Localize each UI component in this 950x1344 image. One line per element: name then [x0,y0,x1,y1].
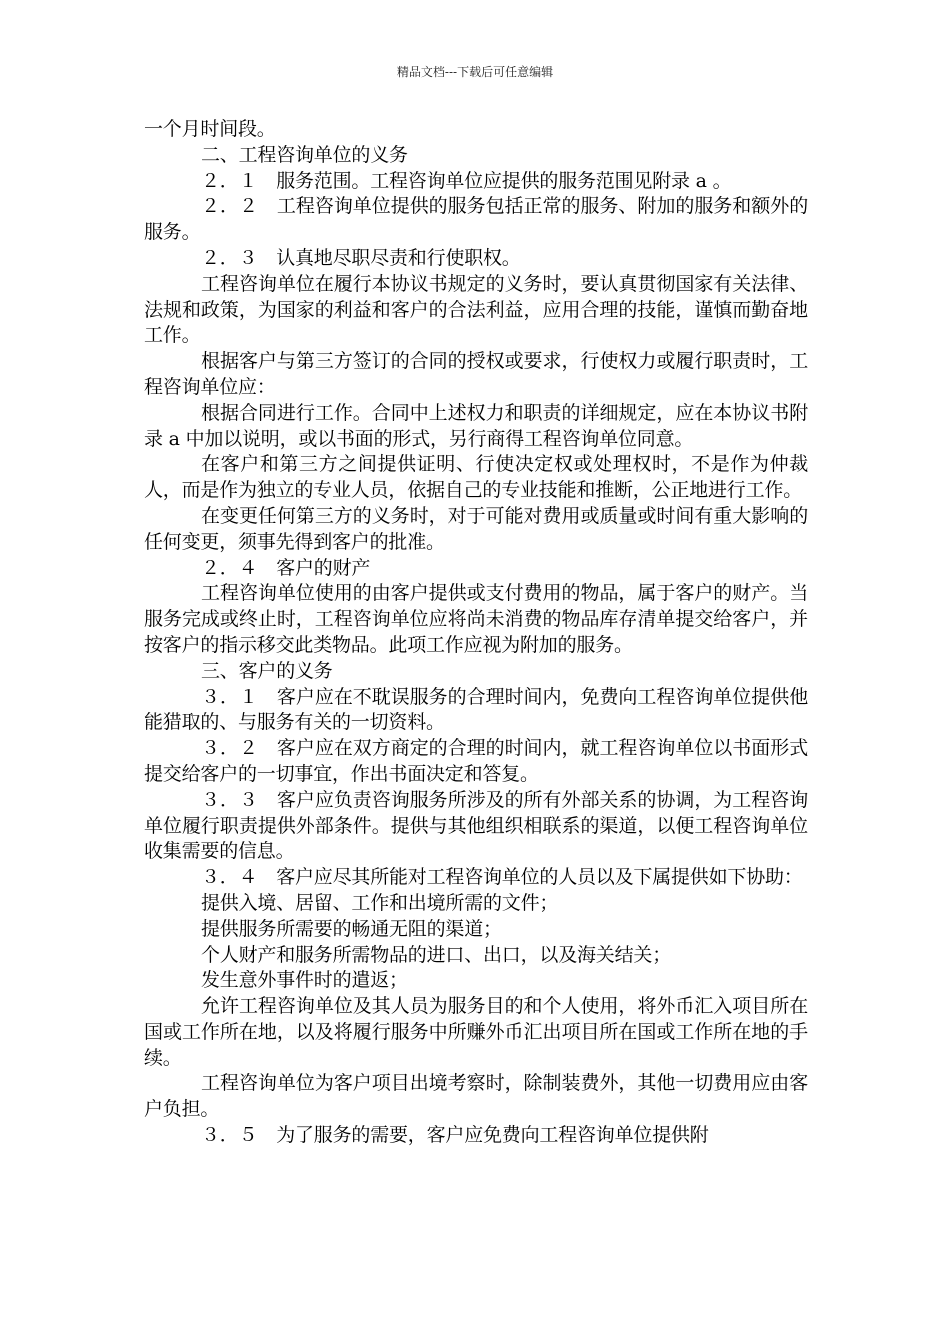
paragraph: ３．３ 客户应负责咨询服务所涉及的所有外部关系的协调，为工程咨询单位履行职责提供外部条件。提供与其他组织相联系的渠道，以便工程咨询单位收集需要的信息。 [144,788,808,863]
paragraph: 一个月时间段。 [144,118,276,140]
paragraph: 允许工程咨询单位及其人员为服务目的和个人使用，将外币汇入项目所在国或工作所在地，以及将履行服务中所赚外币汇出项目所在国或工作所在地的手续。 [144,995,808,1069]
paragraph: 在客户和第三方之间提供证明、行使决定权或处理权时，不是作为仲裁人，而是作为独立的专业人员，依据自己的专业技能和推断，公正地进行工作。 [144,453,808,502]
paragraph: ２．１ 服务范围。工程咨询单位应提供的服务范围见附录 a 。 [201,169,732,192]
paragraph: ３．２ 客户应在双方商定的合理的时间内，就工程咨询单位以书面形式提交给客户的一切事宜，作出书面决定和答复。 [144,737,808,785]
paragraph: ３．５ 为了服务的需要，客户应免费向工程咨询单位提供附 [201,1124,709,1147]
section-heading: 二、工程咨询单位的义务 [201,143,408,166]
list-item: 个人财产和服务所需物品的进口、出口，以及海关结关； [201,943,672,966]
section-heading: 三、客户的义务 [201,659,333,682]
paragraph: ２．４ 客户的财产 [201,556,371,579]
paragraph: 在变更任何第三方的义务时，对于可能对费用或质量或时间有重大影响的任何变更，须事先得到客户的批准。 [144,504,808,553]
paragraph: 工程咨询单位在履行本协议书规定的义务时，要认真贯彻国家有关法律、法规和政策，为国家的利益和客户的合法利益，应用合理的技能，谨慎而勤奋地工作。 [144,272,808,347]
paragraph: ２．２ 工程咨询单位提供的服务包括正常的服务、附加的服务和额外的服务。 [144,195,808,244]
document-body [144,117,808,1149]
paragraph: ３．１ 客户应在不耽误服务的合理时间内，免费向工程咨询单位提供他能猎取的、与服务有关的一切资料。 [144,685,808,734]
list-item: 发生意外事件时的遣返； [201,969,408,992]
list-item: 提供入境、居留、工作和出境所需的文件； [201,891,559,914]
paragraph: 工程咨询单位使用的由客户提供或支付费用的物品，属于客户的财产。当服务完成或终止时，工程咨询单位应将尚未消费的物品库存清单提交给客户，并按客户的指示移交此类物品。此项工作应视为附加的服务。 [144,582,808,656]
paragraph: ３．４ 客户应尽其所能对工程咨询单位的人员以及下属提供如下协助： [201,866,803,889]
paragraph: 工程咨询单位为客户项目出境考察时，除制装费外，其他一切费用应由客户负担。 [144,1072,808,1121]
page-header: 精品文档---下载后可任意编辑 [396,65,554,79]
paragraph: ２．３ 认真地尽职尽责和行使职权。 [201,246,521,269]
paragraph: 根据客户与第三方签订的合同的授权或要求，行使权力或履行职责时，工程咨询单位应： [144,350,808,398]
list-item: 提供服务所需要的畅通无阻的渠道； [201,917,502,940]
paragraph: 根据合同进行工作。合同中上述权力和职责的详细规定，应在本协议书附录 a 中加以说明，或以书面的形式，另行商得工程咨询单位同意。 [144,401,808,450]
